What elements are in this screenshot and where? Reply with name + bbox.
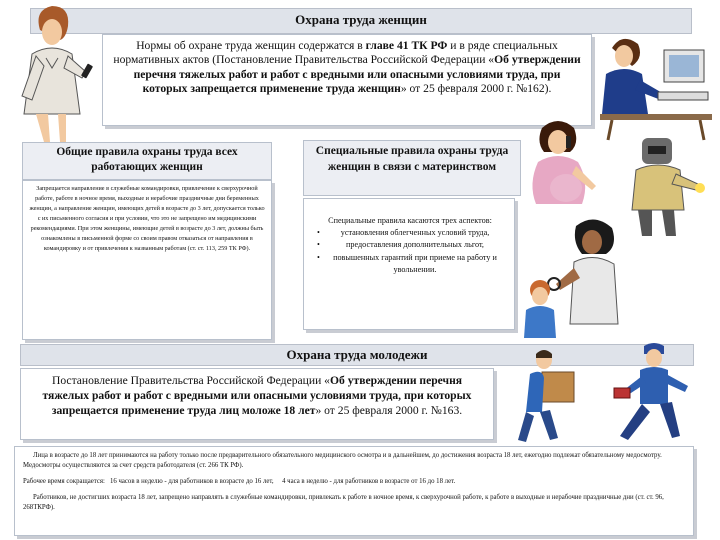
- general-rules-heading: Общие правила охраны труда всех работающих женщин: [22, 142, 272, 180]
- list-item: • предоставления дополнительных льгот,: [326, 239, 504, 251]
- list-item: • установления облегченных условий труда,: [326, 227, 504, 239]
- youth-hours-paragraph: Рабочее время сокращается: 16 часов в неделю - для работников в возрасте до 16 лет, 4 часа в неделю - для работников в возрасте от 16 до 18 лет.: [23, 478, 456, 485]
- running-worker-illustration: [600, 340, 710, 450]
- youth-details-panel: [14, 446, 694, 536]
- delivery-man-illustration: [502, 348, 592, 444]
- youth-medical-paragraph: Лица в возрасте до 18 лет принимаются на работу только после предварительного обязательного медицинского осмотра и в дальнейшем, до достижения возраста 18 лет, ежегодно подлежат обязательному медосмотру. Медосмотры осуществляются за счет средств работодателя (ст. 266 ТК РФ).: [23, 452, 662, 469]
- special-rules-heading: Специальные правила охраны труда женщин в связи с материнством: [303, 140, 521, 196]
- youth-decree-panel: Постановление Правительства Российской Федерации «Об утверждении перечня тяжелых работ и работ с вредными или опасными условиями труда, при которых запрещается применение труда лиц моложе 18 лет» от 25 февраля 2000 г. №163.: [20, 368, 494, 440]
- general-rules-text: Запрещается направление в служебные командировки, привлечение к сверхурочной работе, работе в ночное время, выходные и нерабочие праздничные дни беременных женщин, а направление женщин, имеющих детей в возрасте до 3 лет, допускается только с их письменного согласия и при условии, что это не запрещено им медицинскими рекомендациями. При этом женщины, имеющие детей в возрасте до 3 лет, должны быть ознакомлены в письменной форме со своим правом отказаться от направления в командировку и от привлечения к названным работам (ст. ст. 113, 259 ТК РФ).: [22, 180, 272, 340]
- list-item: • повышенных гарантий при приеме на работу и увольнении.: [326, 252, 504, 276]
- special-aspects-list: [316, 227, 504, 276]
- pregnant-woman-illustration: [520, 118, 612, 214]
- special-rules-text: Специальные правила касаются трех аспектов: • установления облегченных условий труда, • предоставления дополнительных льгот, • повышенных гарантий при приеме на работу и увольнении.: [303, 198, 515, 330]
- teacher-child-illustration: [520, 216, 646, 340]
- women-section-title: Охрана труда женщин: [30, 8, 692, 34]
- women-intro-panel: Нормы об охране труда женщин содержатся в главе 41 ТК РФ и в ряде специальных нормативных актов (Постановление Правительства Российской Федерации «Об утверждении перечня тяжелых работ и работ с вредными или опасными условиями труда, при которых запрещается применение труда женщин» от 25 февраля 2000 г. №162).: [102, 34, 592, 126]
- youth-restrictions-paragraph: Работников, не достигших возраста 18 лет, запрещено направлять в служебные командировки, привлекать к работе в ночное время, к сверхурочной работе, к работе в выходные и нерабочие праздничные дни (ст. ст. 96, 268ТКРФ).: [23, 494, 664, 511]
- businesswoman-illustration: [6, 2, 102, 144]
- youth-section-title: Охрана труда молодежи: [20, 344, 694, 366]
